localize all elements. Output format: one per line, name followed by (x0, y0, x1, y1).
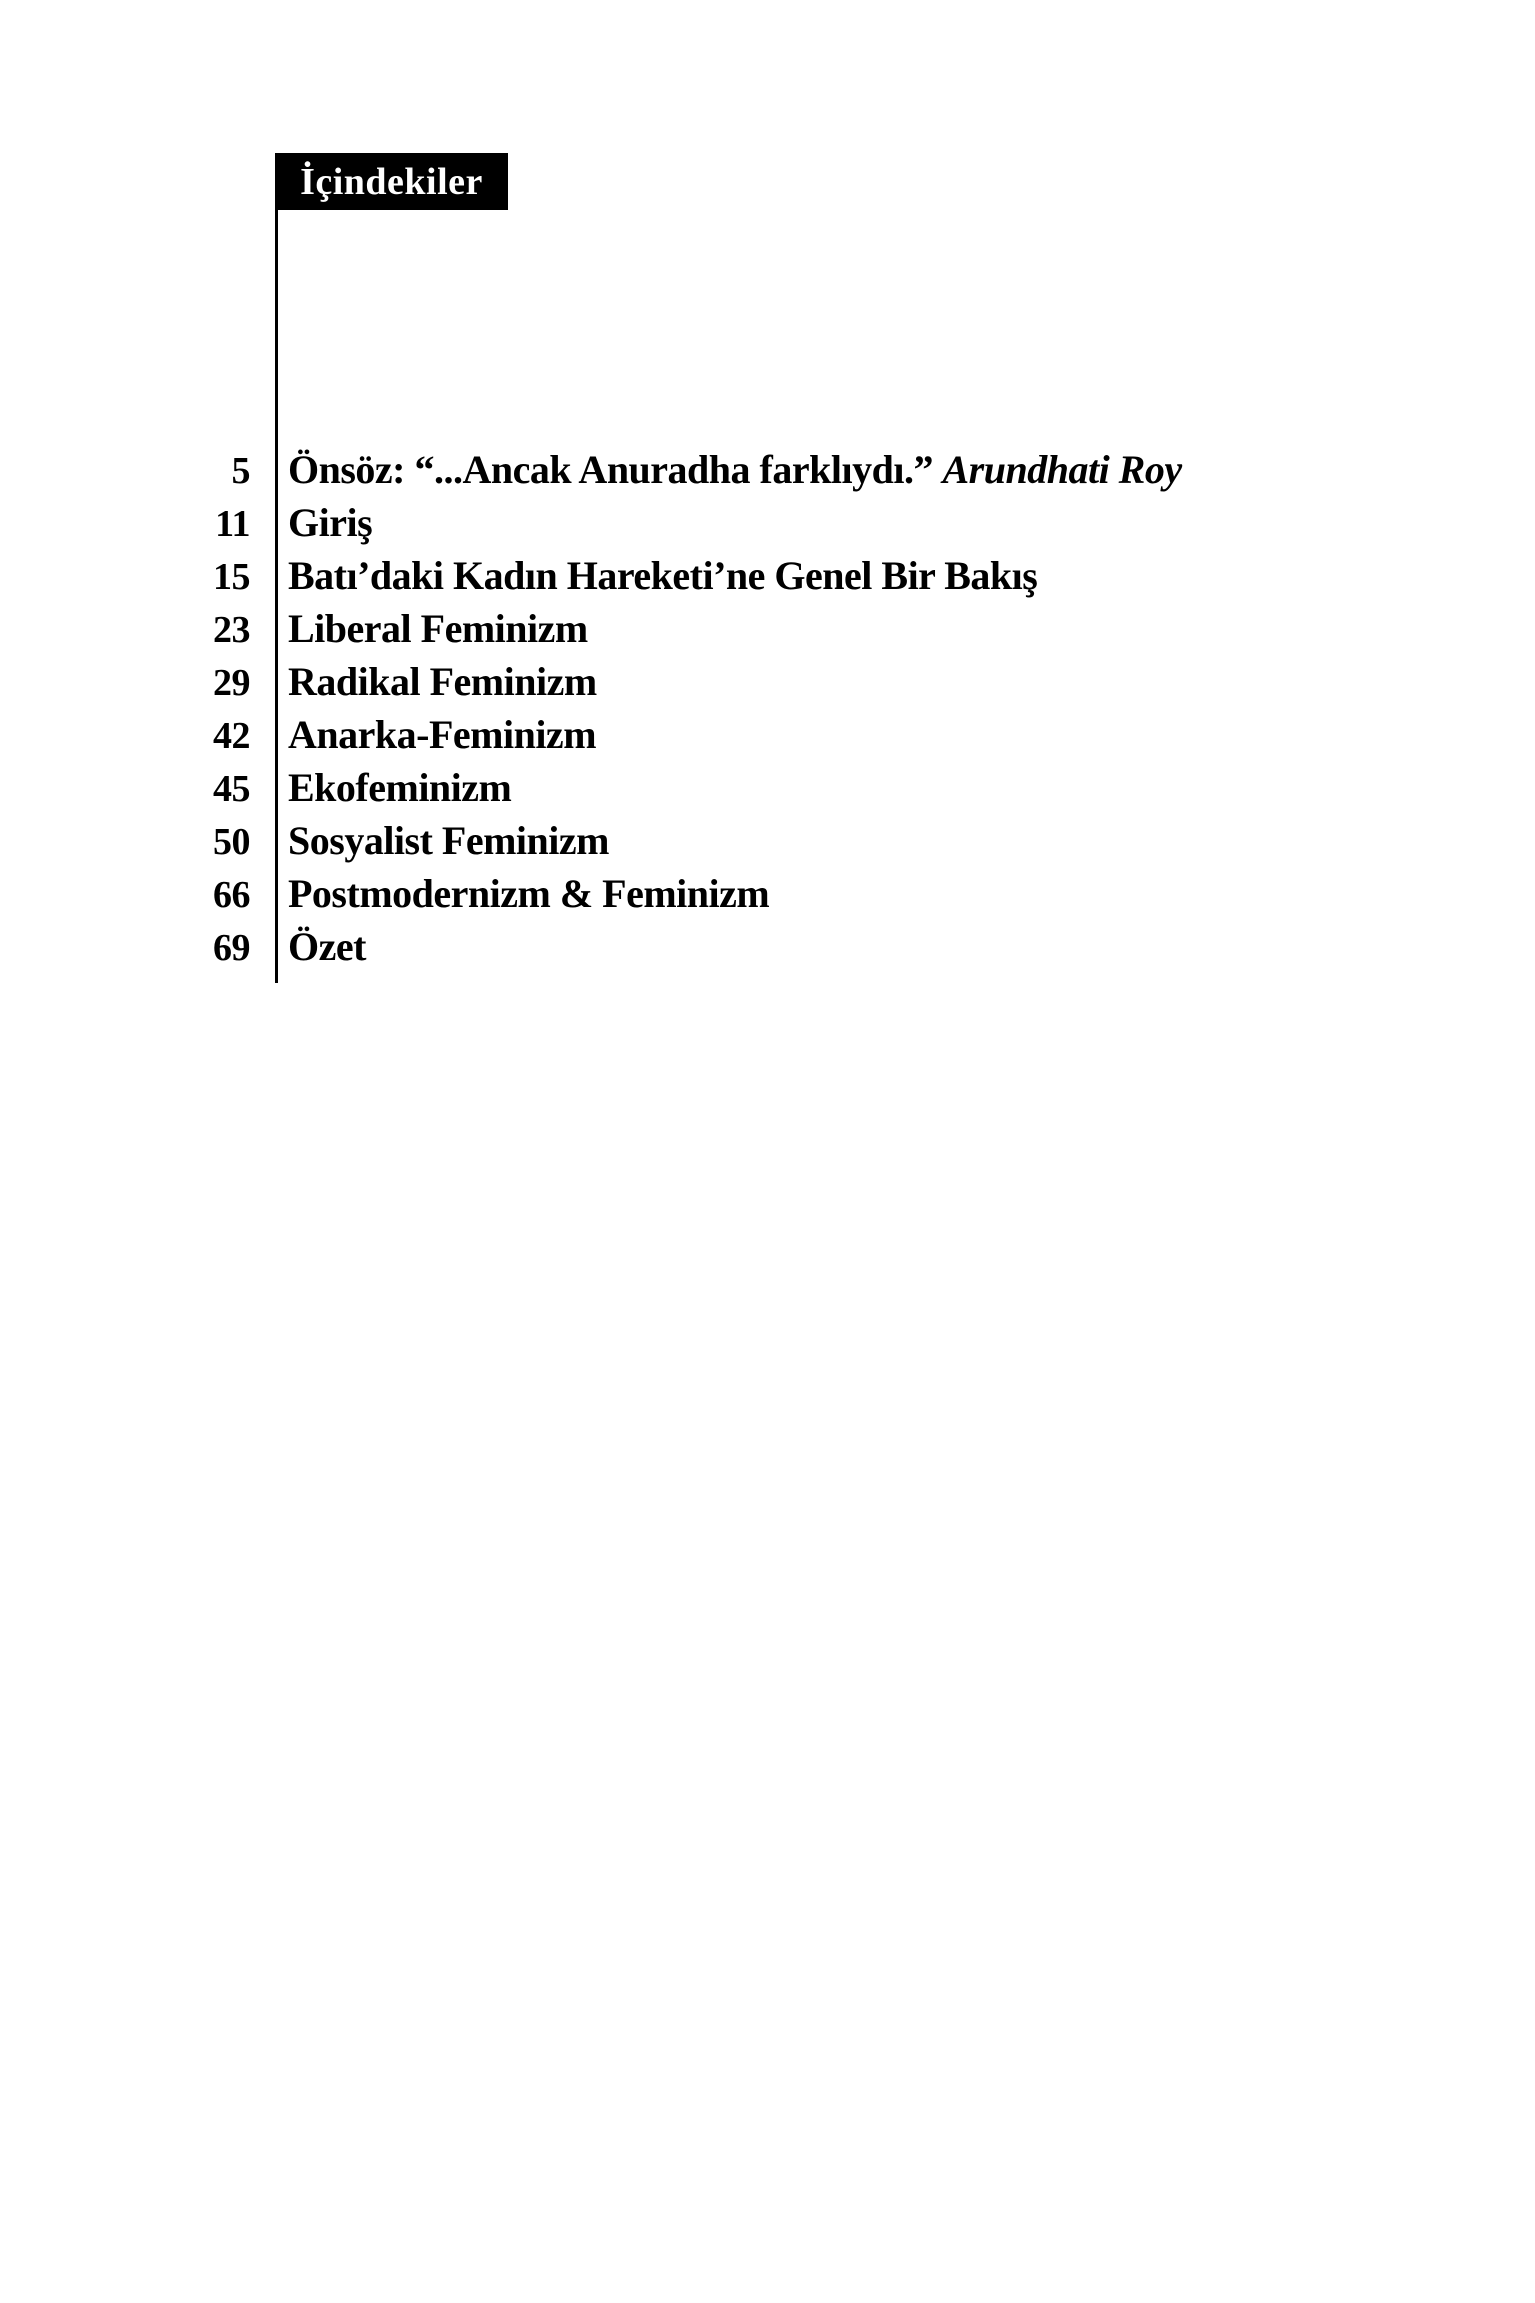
toc-page-number: 50 (213, 821, 250, 863)
toc-entry (0, 867, 1450, 920)
toc-entry-title (250, 602, 588, 655)
toc-entry (0, 920, 1450, 973)
toc-entry-title-text: Sosyalist Feminizm (288, 818, 609, 863)
toc-entry (0, 496, 1450, 549)
page-title (275, 153, 508, 210)
toc-entry (0, 549, 1450, 602)
toc-entry-title (250, 867, 769, 920)
toc-list (0, 443, 1450, 973)
toc-entry-title (250, 920, 366, 973)
toc-entry-title-text: Radikal Feminizm (288, 659, 597, 704)
toc-entry-title-text: Batı’daki Kadın Hareketi’ne Genel Bir Bakış (288, 553, 1038, 598)
toc-entry-title-text: Özet (288, 924, 366, 969)
toc-entry (0, 655, 1450, 708)
toc-page-number: 45 (213, 768, 250, 810)
toc-entry-title-text: Anarka-Feminizm (288, 712, 597, 757)
toc-entry-title-text: Liberal Feminizm (288, 606, 588, 651)
toc-page-number: 29 (213, 662, 250, 704)
toc-page-number: 66 (213, 874, 250, 916)
page-title-label: İçindekiler (300, 160, 483, 203)
toc-entry (0, 443, 1450, 496)
toc-entry (0, 602, 1450, 655)
toc-entry-title (250, 549, 1037, 602)
toc-page-number: 42 (213, 715, 250, 757)
toc-entry-title-text: Postmodernizm & Feminizm (288, 871, 770, 916)
toc-page-number: 23 (213, 609, 250, 651)
toc-entry-title (250, 443, 1182, 496)
toc-page-number: 69 (213, 927, 250, 969)
toc-entry-title (250, 655, 597, 708)
toc-entry-title-text: Ekofeminizm (288, 765, 512, 810)
toc-entry-title (250, 761, 511, 814)
toc-entry-title (250, 708, 596, 761)
toc-entry (0, 708, 1450, 761)
toc-page-number: 11 (215, 503, 250, 545)
toc-entry (0, 761, 1450, 814)
toc-entry-title-text: Önsöz: “...Ancak Anuradha farklıydı.” (288, 447, 943, 492)
toc-entry-title-text: Giriş (288, 500, 373, 545)
toc-page-number: 5 (231, 450, 250, 492)
toc-entry-title (250, 496, 372, 549)
toc-entry-title (250, 814, 609, 867)
toc-entry (0, 814, 1450, 867)
toc-entry-author: Arundhati Roy (942, 447, 1182, 492)
toc-page-number: 15 (213, 556, 250, 598)
